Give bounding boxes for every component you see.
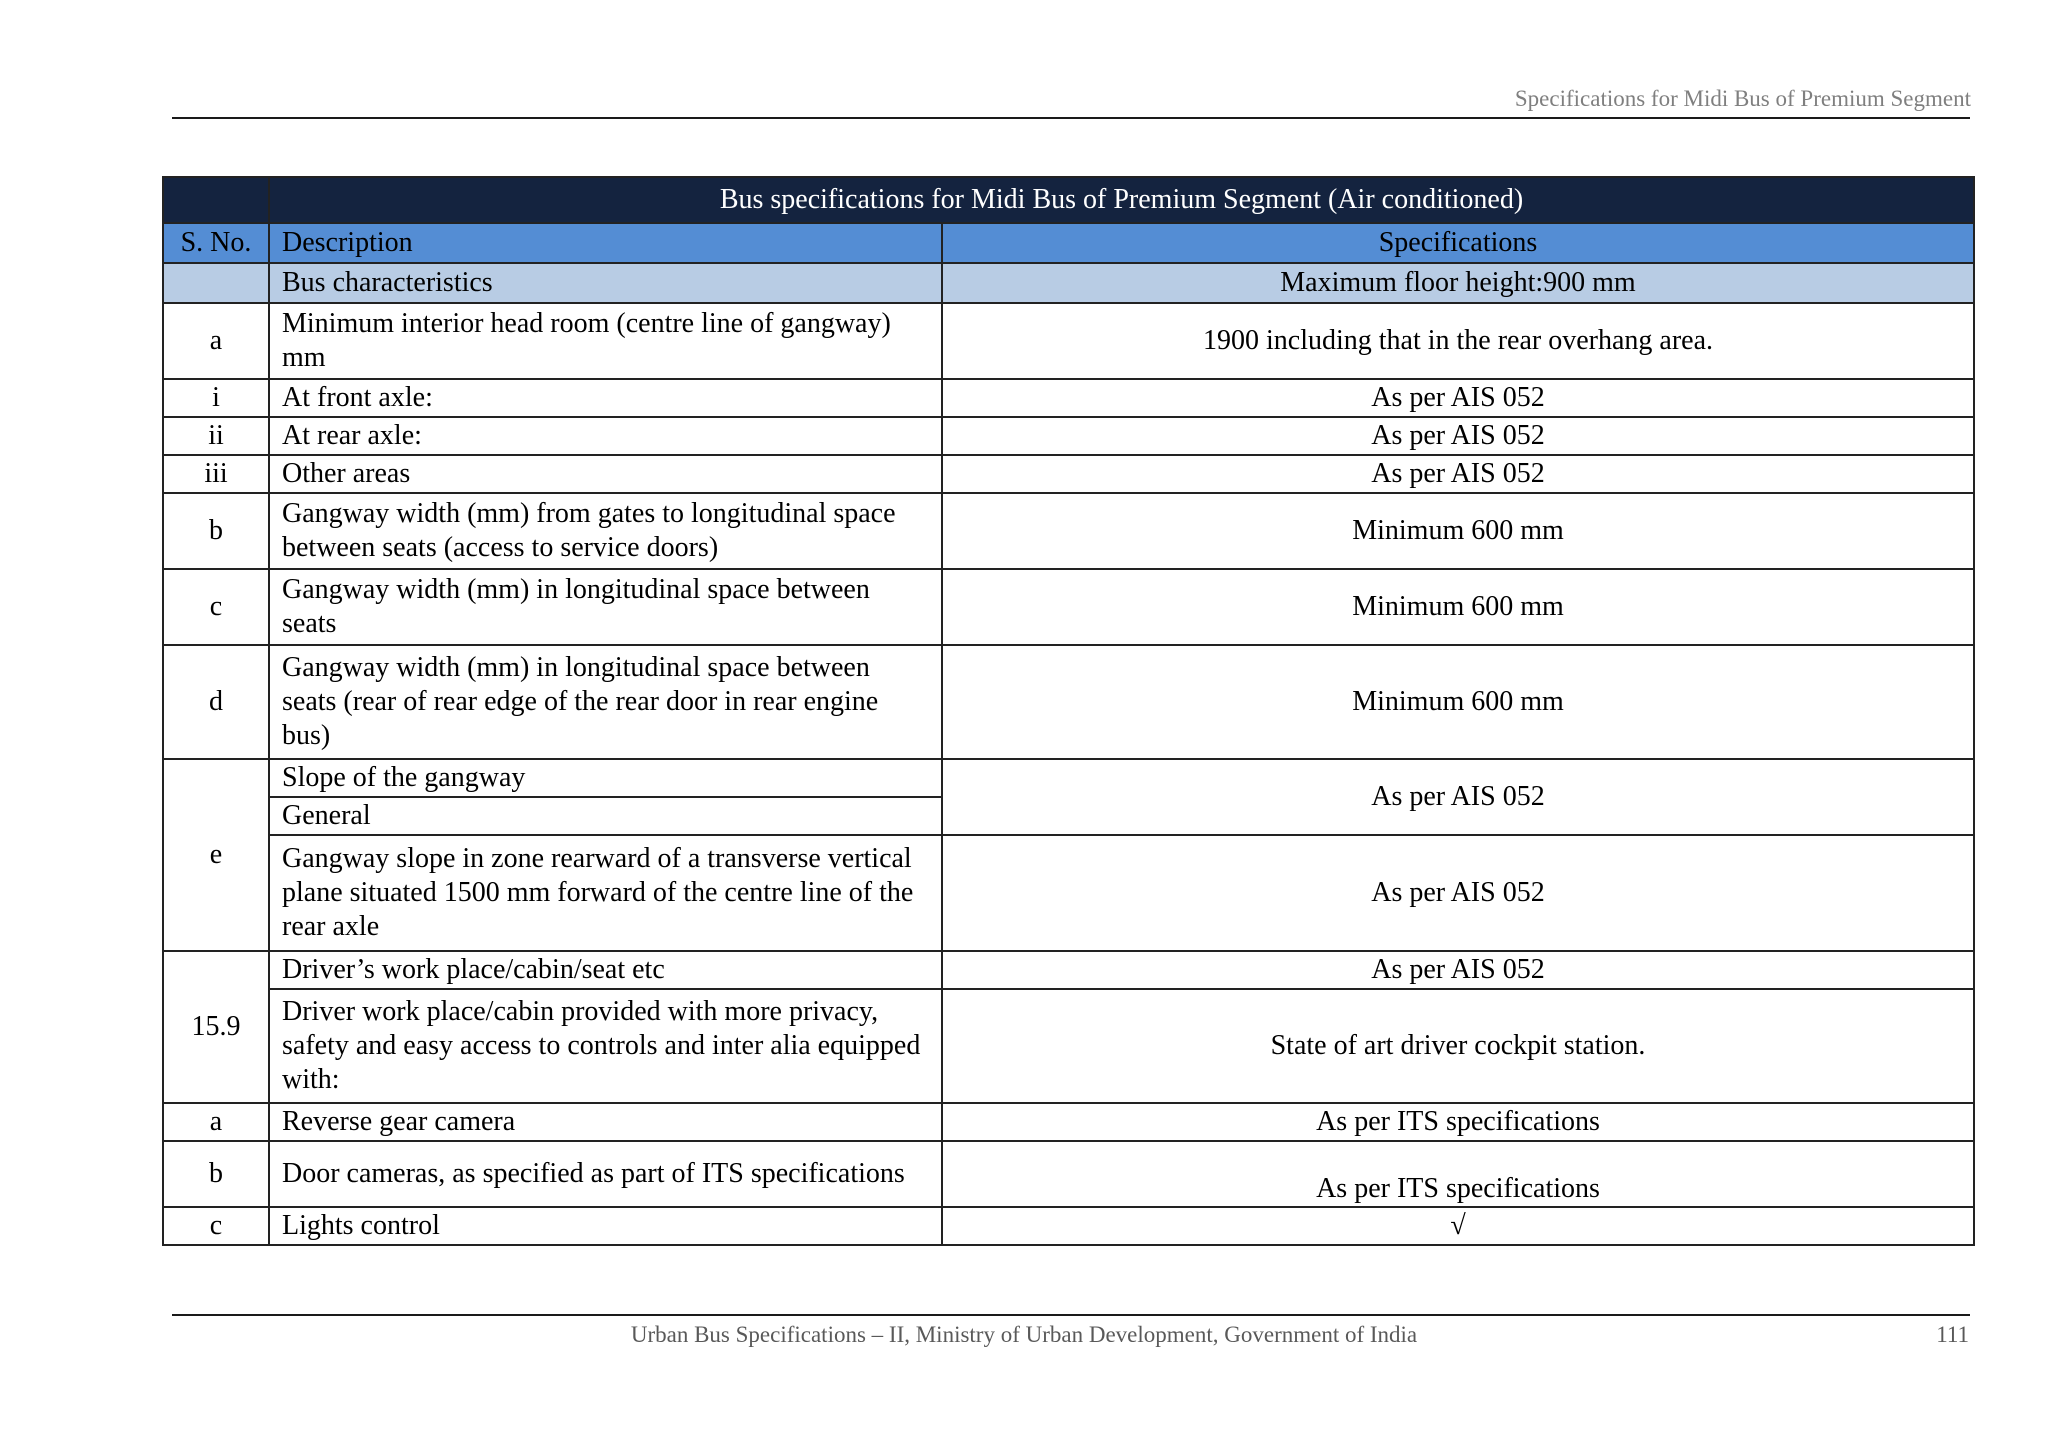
subheader-specification: Maximum floor height:900 mm [942, 263, 1974, 303]
row-description: Driver’s work place/cabin/seat etc [269, 951, 942, 989]
table-row [163, 303, 1974, 379]
row-sno: 15.9 [163, 951, 269, 1103]
row-sno: b [163, 1141, 269, 1207]
row-description: General [269, 797, 942, 835]
page-header-title: Specifications for Midi Bus of Premium Segment [1514, 86, 1971, 111]
table-header-row [163, 223, 1974, 263]
column-header-description: Description [269, 223, 942, 263]
column-header-specifications: Specifications [942, 223, 1974, 263]
table-row [163, 835, 1974, 951]
row-specification: As per AIS 052 [942, 455, 1974, 493]
row-specification: Minimum 600 mm [942, 493, 1974, 569]
table-row [163, 989, 1974, 1103]
row-specification: As per AIS 052 [942, 379, 1974, 417]
row-specification: As per AIS 052 [942, 835, 1974, 951]
header-divider [172, 117, 1970, 119]
row-description: Minimum interior head room (centre line of gangway) mm [269, 303, 942, 379]
row-description: Gangway width (mm) in longitudinal space between seats [269, 569, 942, 645]
row-description: Lights control [269, 1207, 942, 1245]
column-header-sno: S. No. [163, 223, 269, 263]
row-sno: ii [163, 417, 269, 455]
row-specification: As per AIS 052 [942, 759, 1974, 835]
table-title-row [163, 177, 1974, 223]
table-row [163, 645, 1974, 759]
row-specification: 1900 including that in the rear overhang area. [942, 303, 1974, 379]
table-row [163, 569, 1974, 645]
table-row [163, 951, 1974, 989]
table-title: Bus specifications for Midi Bus of Premium Segment (Air conditioned) [269, 177, 1974, 223]
row-description: Reverse gear camera [269, 1103, 942, 1141]
row-sno: i [163, 379, 269, 417]
row-sno: e [163, 759, 269, 951]
row-description: At front axle: [269, 379, 942, 417]
table-row [163, 1103, 1974, 1141]
row-specification: As per AIS 052 [942, 951, 1974, 989]
row-sno: a [163, 303, 269, 379]
row-specification: Minimum 600 mm [942, 645, 1974, 759]
row-specification: State of art driver cockpit station. [942, 989, 1974, 1103]
row-sno: a [163, 1103, 269, 1141]
row-specification: As per ITS specifications [942, 1103, 1974, 1141]
row-description: Gangway width (mm) from gates to longitudinal space between seats (access to service doors) [269, 493, 942, 569]
table-row [163, 1141, 1974, 1207]
subheader-empty-cell [163, 263, 269, 303]
table-row [163, 759, 1974, 797]
bus-spec-table [162, 176, 1975, 1246]
footer-text: Urban Bus Specifications – II, Ministry of Urban Development, Government of India [630, 1322, 1418, 1347]
row-description: Door cameras, as specified as part of ITS specifications [269, 1141, 942, 1207]
row-specification: Minimum 600 mm [942, 569, 1974, 645]
row-specification: As per ITS specifications [942, 1141, 1974, 1207]
footer-divider [172, 1314, 1970, 1316]
row-description: Gangway width (mm) in longitudinal space between seats (rear of rear edge of the rear door in rear engine bus) [269, 645, 942, 759]
row-specification: √ [942, 1207, 1974, 1245]
row-sno: c [163, 569, 269, 645]
table-row [163, 1207, 1974, 1245]
table-row [163, 455, 1974, 493]
page-number: 111 [1936, 1322, 1969, 1347]
title-empty-cell [163, 177, 269, 223]
row-description: At rear axle: [269, 417, 942, 455]
row-description: Other areas [269, 455, 942, 493]
table-row [163, 493, 1974, 569]
row-description: Slope of the gangway [269, 759, 942, 797]
row-description: Driver work place/cabin provided with more privacy, safety and easy access to controls and inter alia equipped with: [269, 989, 942, 1103]
table-row [163, 379, 1974, 417]
row-sno: d [163, 645, 269, 759]
row-sno: b [163, 493, 269, 569]
row-specification: As per AIS 052 [942, 417, 1974, 455]
row-sno: iii [163, 455, 269, 493]
table-subheader-row [163, 263, 1974, 303]
subheader-description: Bus characteristics [269, 263, 942, 303]
table-row [163, 417, 1974, 455]
row-sno: c [163, 1207, 269, 1245]
row-description: Gangway slope in zone rearward of a transverse vertical plane situated 1500 mm forward of the centre line of the rear axle [269, 835, 942, 951]
